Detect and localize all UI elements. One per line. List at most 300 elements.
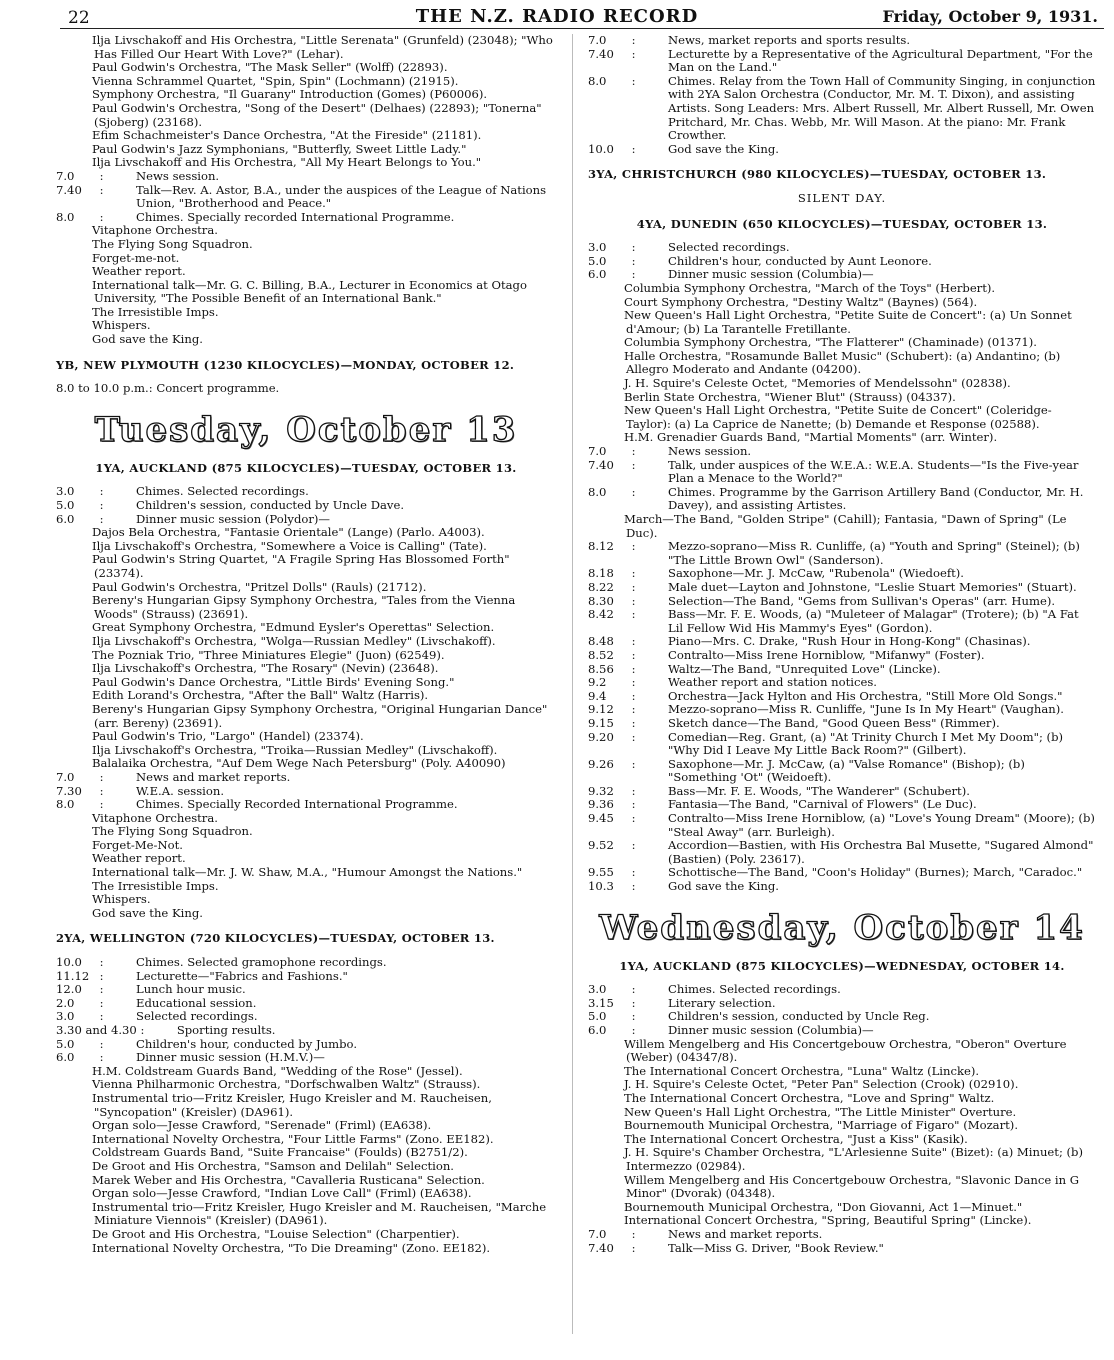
programme-item: J. H. Squire's Celeste Octet, "Memories of Mendelssohn" (02838).	[624, 376, 1011, 391]
schedule-time: 10.0	[588, 141, 614, 156]
programme-item: H.M. Grenadier Guards Band, "Martial Moments" (arr. Winter).	[624, 430, 998, 445]
schedule-time: 9.2	[588, 675, 607, 690]
schedule-text: Selected recordings.	[668, 240, 790, 255]
time-separator: :	[628, 33, 640, 47]
schedule-text: Chimes. Relay from the Town Hall of Community Singing, in conjunction with 2YA Salon Orchestra (Conductor, Mr. M. T. Dixon), and assisting Artists. Song Leaders: Mrs. Albert Russell, Mr. Albert Russell, Mr. Owen Pritchard, Mr. Chas. Webb, Mr. Will Mason. At the piano: Mr. Frank Crowther.	[668, 73, 1096, 143]
schedule-time: 6.0	[588, 1023, 607, 1037]
schedule-text: News session.	[136, 168, 220, 183]
schedule-text: Saxophone—Mr. J. McCaw, (a) "Valse Romance" (Bishop); (b) "Something 'Ot" (Weidoeft).	[668, 756, 1025, 785]
schedule-text: Chimes. Specially recorded International Programme.	[136, 209, 455, 224]
programme-item: New Queen's Hall Light Orchestra, "Petite Suite de Concert": (a) Un Sonnet d'Amour; (b) La Tarantelle Fretillante.	[624, 308, 1072, 336]
time-separator: :	[628, 607, 640, 622]
programme-item: De Groot and His Orchestra, "Samson and Delilah" Selection.	[92, 1158, 454, 1173]
1ya-schedule	[56, 485, 556, 526]
programme-item: Ilja Livschakoff's Orchestra, "Troika—Russian Medley" (Livschakoff).	[92, 742, 498, 757]
time-separator: :	[628, 267, 640, 282]
time-separator: :	[628, 797, 640, 812]
time-separator: :	[628, 982, 640, 997]
time-separator: :	[628, 783, 640, 798]
programme-item: Bournemouth Municipal Orchestra, "Don Giovanni, Act 1—Minuet."	[624, 1199, 1023, 1214]
schedule-time: 8.18	[588, 566, 614, 581]
schedule-entry	[588, 812, 1096, 839]
programme-item: International Novelty Orchestra, "Four Little Farms" (Zono. EE182).	[92, 1131, 494, 1146]
schedule-time: 3.0	[588, 240, 607, 255]
schedule-entry	[588, 255, 1096, 269]
station-heading-1ya-wednesday: 1YA, AUCKLAND (875 KILOCYCLES)—WEDNESDAY, OCTOBER 14.	[619, 958, 1065, 973]
schedule-text: Dinner music session (Columbia)—	[668, 267, 874, 282]
day-title-tuesday: Tuesday, October 13	[94, 409, 518, 450]
schedule-time: 9.32	[588, 783, 614, 798]
time-separator: :	[628, 995, 640, 1010]
1ya-wed-schedule	[588, 983, 1096, 1037]
time-separator: :	[628, 484, 640, 499]
schedule-entry	[56, 184, 556, 211]
programme-item: Efim Schachmeister's Dance Orchestra, "At the Fireside" (21181).	[92, 128, 482, 143]
schedule-time: 8.0	[588, 73, 607, 88]
schedule-text: Educational session.	[136, 995, 257, 1010]
programme-item: Organ solo—Jesse Crawford, "Indian Love Call" (Friml) (EA638).	[92, 1186, 472, 1201]
schedule-text: Comedian—Reg. Grant, (a) "At Trinity Church I Met My Doom"; (b) "Why Did I Leave My Little Back Room?" (Gilbert).	[668, 729, 1064, 758]
schedule-text: Accordion—Bastien, with His Orchestra Bal Musette, "Sugared Almond" (Bastien) (Poly. 23617).	[668, 838, 1094, 866]
programme-item: Bournemouth Municipal Orchestra, "Marriage of Figaro" (Mozart).	[624, 1118, 1019, 1133]
schedule-time: 8.0	[56, 797, 75, 812]
right-column	[588, 34, 1096, 1255]
issue-date: Friday, October 9, 1931.	[882, 7, 1098, 26]
schedule-text: Sporting results.	[176, 1023, 276, 1037]
programme-item: Ilja Livschakoff's Orchestra, "Somewhere a Voice is Calling" (Tate).	[92, 538, 487, 553]
programme-item: Edith Lorand's Orchestra, "After the Ball" Waltz (Harris).	[92, 688, 429, 703]
time-separator: :	[96, 995, 108, 1010]
schedule-entry	[56, 956, 556, 970]
programme-item: Vitaphone Orchestra.	[92, 223, 218, 238]
schedule-entry	[56, 211, 556, 225]
schedule-text: Children's session, conducted by Uncle Reg.	[668, 1009, 930, 1024]
schedule-entry	[588, 595, 1096, 609]
time-separator: :	[96, 484, 108, 499]
programme-item: Forget-me-not.	[92, 250, 180, 265]
1ya-wed-dinner-list	[588, 1038, 1096, 1228]
schedule-entry	[588, 1242, 1096, 1256]
time-separator: :	[96, 769, 108, 784]
schedule-time: 9.26	[588, 756, 614, 771]
programme-item: The International Concert Orchestra, "Just a Kiss" (Kasik).	[624, 1131, 968, 1146]
schedule-entry	[56, 970, 556, 984]
schedule-text: Mezzo-soprano—Miss R. Cunliffe, (a) "Youth and Spring" (Steinel); (b) "The Little Brown Owl" (Sanderson).	[668, 539, 1080, 567]
column-divider	[572, 34, 573, 1334]
time-separator: :	[628, 729, 640, 744]
programme-item: J. H. Squire's Celeste Octet, "Peter Pan" Selection (Crook) (02910).	[624, 1077, 1019, 1092]
schedule-text: Literary selection.	[668, 995, 776, 1010]
4ya-march-line: March—The Band, "Golden Stripe" (Cahill); Fantasia, "Dawn of Spring" (Le Duc).	[624, 512, 1067, 540]
schedule-text: Chimes. Programme by the Garrison Artillery Band (Conductor, Mr. H. Davey), and assisting Artistes.	[668, 484, 1084, 513]
schedule-entry	[588, 567, 1096, 581]
schedule-entry	[588, 663, 1096, 677]
schedule-time: 3.15	[588, 995, 614, 1010]
schedule-entry	[588, 798, 1096, 812]
time-separator: :	[628, 688, 640, 703]
schedule-entry	[56, 1024, 556, 1038]
schedule-time: 3.0	[588, 982, 607, 997]
1ya-dinner-list	[56, 526, 556, 771]
schedule-entry	[56, 1051, 556, 1065]
4ya-evening-schedule	[588, 445, 1096, 513]
time-separator: :	[628, 811, 640, 826]
programme-item: Vitaphone Orchestra.	[92, 810, 218, 825]
time-separator: :	[628, 715, 640, 730]
programme-item: The Pozniak Trio, "Three Miniatures Elegie" (Juon) (62549).	[92, 647, 445, 662]
station-heading-4ya: 4YA, DUNEDIN (650 KILOCYCLES)—TUESDAY, OCTOBER 13.	[636, 216, 1048, 231]
time-separator: :	[628, 661, 640, 676]
schedule-time: 11.12	[56, 968, 90, 983]
schedule-text: Lecturette by a Representative of the Agricultural Department, "For the Man on the Land."	[668, 46, 1093, 75]
time-separator: :	[628, 1009, 640, 1024]
schedule-entry	[588, 703, 1096, 717]
schedule-entry	[588, 34, 1096, 48]
time-separator: :	[628, 838, 640, 853]
programme-item: Columbia Symphony Orchestra, "March of the Toys" (Herbert).	[624, 280, 996, 295]
page-number: 22	[68, 8, 90, 28]
schedule-time: 8.22	[588, 579, 614, 594]
schedule-text: Chimes. Selected gramophone recordings.	[136, 955, 387, 970]
4ya-programme-schedule	[588, 540, 1096, 893]
time-separator: :	[96, 511, 108, 526]
schedule-time: 2.0	[56, 995, 75, 1010]
time-separator: :	[628, 444, 640, 459]
schedule-text: Dinner music session (Columbia)—	[668, 1023, 874, 1037]
schedule-time: 3.0	[56, 1009, 75, 1024]
time-separator: :	[96, 1050, 108, 1065]
programme-item: Paul Godwin's Orchestra, "The Mask Seller" (Wolff) (22893).	[92, 60, 448, 75]
schedule-time: 9.12	[588, 702, 614, 717]
schedule-text: Bass—Mr. F. E. Woods, "The Wanderer" (Schubert).	[668, 783, 970, 798]
schedule-text: Fantasia—The Band, "Carnival of Flowers" (Le Duc).	[668, 797, 977, 812]
continued-2ya-schedule	[588, 34, 1096, 156]
schedule-time: 3.0	[56, 484, 75, 499]
1ya-wed-evening-schedule	[588, 1228, 1096, 1255]
schedule-entry	[56, 785, 556, 799]
schedule-entry	[588, 48, 1096, 75]
schedule-time: 7.30	[56, 783, 82, 798]
schedule-entry	[588, 486, 1096, 513]
time-separator: :	[628, 879, 640, 894]
programme-item: International talk—Mr. J. W. Shaw, M.A., "Humour Amongst the Nations."	[92, 865, 523, 880]
4ya-schedule	[588, 241, 1096, 282]
programme-item: Vienna Philharmonic Orchestra, "Dorfschwalben Waltz" (Strauss).	[92, 1077, 481, 1092]
schedule-text: News and market reports.	[668, 1226, 823, 1241]
schedule-time: 10.3	[588, 879, 614, 894]
programme-item: Ilja Livschakoff and His Orchestra, "Little Serenata" (Grunfeld) (23048); "Who Has Filled Our Heart With Love?" (Lehar).	[92, 33, 553, 61]
schedule-entry	[588, 241, 1096, 255]
time-separator: :	[136, 1023, 149, 1037]
schedule-entry	[56, 170, 556, 184]
station-heading-3ya: 3YA, CHRISTCHURCH (980 KILOCYCLES)—TUESDAY, OCTOBER 13.	[588, 167, 1047, 182]
continued-dinner-list	[56, 34, 556, 170]
programme-item: Paul Godwin's Orchestra, "Pritzel Dolls" (Rauls) (21712).	[92, 579, 427, 594]
left-column	[56, 34, 556, 1255]
time-separator: :	[628, 756, 640, 771]
programme-item: De Groot and His Orchestra, "Louise Selection" (Charpentier).	[92, 1226, 460, 1241]
2ya-dinner-list	[56, 1065, 556, 1255]
time-separator: :	[96, 968, 108, 983]
programme-item: Instrumental trio—Fritz Kreisler, Hugo Kreisler and M. Raucheisen, "Marche Miniature Viennois" (Kreisler) (DA961).	[92, 1199, 547, 1228]
schedule-entry	[56, 1010, 556, 1024]
schedule-time: 7.0	[56, 769, 75, 784]
schedule-text: Talk—Rev. A. Astor, B.A., under the auspices of the League of Nations Union, "Brotherhood and Peace."	[136, 182, 547, 211]
schedule-text: Selected recordings.	[136, 1009, 258, 1024]
schedule-entry	[588, 1024, 1096, 1038]
programme-item: Paul Godwin's Dance Orchestra, "Little Birds' Evening Song."	[92, 674, 455, 689]
schedule-time: 7.40	[588, 46, 614, 61]
schedule-time: 5.0	[56, 498, 75, 513]
time-separator: :	[96, 1009, 108, 1024]
schedule-text: Piano—Mrs. C. Drake, "Rush Hour in Hong-Kong" (Chasinas).	[668, 634, 1031, 649]
schedule-text: God save the King.	[668, 141, 779, 156]
programme-item: New Queen's Hall Light Orchestra, "The Little Minister" Overture.	[624, 1104, 1017, 1119]
time-separator: :	[628, 1023, 640, 1037]
schedule-time: 7.0	[588, 33, 607, 47]
time-separator: :	[628, 579, 640, 594]
time-separator: :	[628, 702, 640, 717]
schedule-text: Bass—Mr. F. E. Woods, (a) "Muleteer of Malagar" (Trotere); (b) "A Fat Lil Fellow Wid His Mammy's Eyes" (Gordon).	[668, 607, 1079, 635]
schedule-entry	[588, 268, 1096, 282]
schedule-text: Lecturette—"Fabrics and Fashions."	[136, 968, 348, 983]
schedule-entry	[56, 513, 556, 527]
schedule-text: Lunch hour music.	[136, 982, 246, 997]
programme-item: Balalaika Orchestra, "Auf Dem Wege Nach Petersburg" (Poly. A40090)	[92, 756, 506, 771]
programme-item: Willem Mengelberg and His Concertgebouw Orchestra, "Oberon" Overture (Weber) (04347/8).	[624, 1036, 1067, 1065]
programme-item: Paul Godwin's Jazz Symphonians, "Butterfly, Sweet Little Lady."	[92, 141, 467, 156]
schedule-entry	[56, 499, 556, 513]
time-separator: :	[96, 783, 108, 798]
schedule-text: Mezzo-soprano—Miss R. Cunliffe, "June Is In My Heart" (Vaughan).	[668, 702, 1064, 717]
schedule-entry	[56, 771, 556, 785]
schedule-entry	[588, 717, 1096, 731]
schedule-time: 5.0	[588, 1009, 607, 1024]
programme-item: The Irresistible Imps.	[92, 878, 219, 893]
schedule-time: 9.4	[588, 688, 607, 703]
schedule-entry	[56, 1038, 556, 1052]
schedule-entry	[588, 608, 1096, 635]
schedule-time: 12.0	[56, 982, 82, 997]
schedule-time: 8.12	[588, 539, 614, 554]
schedule-entry	[56, 997, 556, 1011]
programme-item: God save the King.	[92, 905, 203, 920]
schedule-time: 7.40	[588, 457, 614, 472]
programme-item: Weather report.	[92, 851, 186, 866]
programme-item: Bereny's Hungarian Gipsy Symphony Orchestra, "Tales from the Vienna Woods" (Strauss) (23691).	[92, 593, 516, 621]
schedule-time: 9.20	[588, 729, 614, 744]
schedule-time: 10.0	[56, 955, 82, 970]
schedule-text: Sketch dance—The Band, "Good Queen Bess" (Rimmer).	[668, 715, 1000, 730]
page-header	[0, 0, 1114, 30]
schedule-entry	[588, 1010, 1096, 1024]
programme-item: God save the King.	[92, 332, 203, 347]
schedule-time: 7.40	[588, 1240, 614, 1255]
programme-item: The Flying Song Squadron.	[92, 824, 253, 839]
time-separator: :	[96, 797, 108, 812]
schedule-time: 5.0	[56, 1036, 75, 1051]
time-separator: :	[628, 73, 640, 88]
schedule-text: Contralto—Miss Irene Horniblow, "Mifanwy" (Foster).	[668, 647, 985, 662]
publication-title: THE N.Z. RADIO RECORD	[415, 6, 699, 27]
programme-item: H.M. Coldstream Guards Band, "Wedding of the Rose" (Jessel).	[92, 1063, 463, 1078]
time-separator: :	[628, 593, 640, 608]
programme-item: International Concert Orchestra, "Spring, Beautiful Spring" (Lincke).	[624, 1213, 1032, 1228]
time-separator: :	[96, 498, 108, 513]
station-heading-2ya: 2YA, WELLINGTON (720 KILOCYCLES)—TUESDAY, OCTOBER 13.	[56, 931, 495, 946]
time-separator: :	[628, 1226, 640, 1241]
programme-item: Court Symphony Orchestra, "Destiny Waltz" (Baynes) (564).	[624, 294, 978, 309]
programme-item: Great Symphony Orchestra, "Edmund Eysler's Operettas" Selection.	[92, 620, 495, 635]
time-separator: :	[96, 955, 108, 970]
programme-item: Forget-Me-Not.	[92, 837, 183, 852]
schedule-time: 8.0	[56, 209, 75, 224]
time-separator: :	[628, 566, 640, 581]
time-separator: :	[628, 647, 640, 662]
schedule-time: 7.0	[56, 168, 75, 183]
schedule-time: 9.45	[588, 811, 614, 826]
schedule-text: Children's hour, conducted by Aunt Leonore.	[668, 253, 932, 268]
schedule-text: Chimes. Selected recordings.	[668, 982, 841, 997]
programme-item: Bereny's Hungarian Gipsy Symphony Orchestra, "Original Hungarian Dance" (arr. Bereny) (23691).	[92, 701, 548, 730]
schedule-entry	[588, 75, 1096, 143]
schedule-entry	[588, 983, 1096, 997]
programme-item: Weather report.	[92, 264, 186, 279]
schedule-text: Orchestra—Jack Hylton and His Orchestra, "Still More Old Songs."	[668, 688, 1063, 703]
programme-item: Instrumental trio—Fritz Kreisler, Hugo Kreisler and M. Raucheisen, "Syncopation" (Kreisler) (DA961).	[92, 1090, 492, 1119]
programme-item: Vienna Schrammel Quartet, "Spin, Spin" (Lochmann) (21915).	[92, 73, 459, 88]
schedule-time: 8.52	[588, 647, 614, 662]
schedule-text: News, market reports and sports results.	[668, 33, 911, 47]
time-separator: :	[628, 1240, 640, 1255]
schedule-entry	[588, 143, 1096, 157]
programme-item: Ilja Livschakoff's Orchestra, "The Rosary" (Nevin) (23648).	[92, 661, 439, 676]
time-separator: :	[628, 46, 640, 61]
schedule-time: 6.0	[588, 267, 607, 282]
programme-item: Dajos Bela Orchestra, "Fantasie Orientale" (Lange) (Parlo. A4003).	[92, 525, 485, 540]
programme-item: Coldstream Guards Band, "Suite Francaise" (Foulds) (B2751/2).	[92, 1145, 468, 1160]
schedule-text: Dinner music session (Polydor)—	[136, 511, 331, 526]
schedule-entry	[588, 1228, 1096, 1242]
station-heading-yb: YB, NEW PLYMOUTH (1230 KILOCYCLES)—MONDAY, OCTOBER 12.	[56, 357, 515, 372]
continued-schedule	[56, 170, 556, 224]
programme-item: New Queen's Hall Light Orchestra, "Petite Suite de Concert" (Coleridge-Taylor): (a) La Caprice de Nanette; (b) Demande et Response (02588).	[624, 403, 1052, 431]
schedule-text: Schottische—The Band, "Coon's Holiday" (Burnes); March, "Caradoc."	[668, 865, 1083, 880]
schedule-entry	[56, 485, 556, 499]
time-separator: :	[628, 141, 640, 156]
programme-item: Whispers.	[92, 892, 151, 907]
4ya-dinner-list	[588, 282, 1096, 445]
day-title-wednesday: Wednesday, October 14	[599, 907, 1085, 948]
1ya-evening-schedule	[56, 771, 556, 812]
schedule-entry	[588, 866, 1096, 880]
schedule-entry	[588, 581, 1096, 595]
schedule-time: 8.56	[588, 661, 614, 676]
programme-item: Halle Orchestra, "Rosamunde Ballet Music" (Schubert): (a) Andantino; (b) Allegro Moderato and Andante (04200).	[624, 348, 1061, 377]
schedule-entry	[588, 635, 1096, 649]
schedule-text: Talk—Miss G. Driver, "Book Review."	[668, 1240, 884, 1255]
time-separator: :	[628, 675, 640, 690]
schedule-time: 9.15	[588, 715, 614, 730]
schedule-text: News session.	[668, 444, 752, 459]
schedule-text: Children's session, conducted by Uncle Dave.	[136, 498, 404, 513]
programme-item: Ilja Livschakoff's Orchestra, "Wolga—Russian Medley" (Livschakoff).	[92, 633, 496, 648]
programme-item: Marek Weber and His Orchestra, "Cavalleria Rusticana" Selection.	[92, 1172, 485, 1187]
schedule-text: Talk, under auspices of the W.E.A.: W.E.A. Students—"Is the Five-year Plan a Menace to the World?"	[668, 457, 1079, 486]
time-separator: :	[628, 240, 640, 255]
schedule-time: 6.0	[56, 511, 75, 526]
programme-item: Symphony Orchestra, "Il Guarany" Introduction (Gomes) (P60006).	[92, 87, 488, 102]
2ya-schedule	[56, 956, 556, 1065]
programme-item: Organ solo—Jesse Crawford, "Serenade" (Friml) (EA638).	[92, 1118, 432, 1133]
schedule-entry	[588, 459, 1096, 486]
time-separator: :	[628, 634, 640, 649]
schedule-time: 8.42	[588, 607, 614, 622]
programme-item: The Irresistible Imps.	[92, 304, 219, 319]
schedule-entry	[588, 540, 1096, 567]
schedule-text: Male duet—Layton and Johnstone, "Leslie Stuart Memories" (Stuart).	[668, 579, 1077, 594]
schedule-entry	[588, 880, 1096, 894]
schedule-entry	[588, 758, 1096, 785]
station-heading-1ya: 1YA, AUCKLAND (875 KILOCYCLES)—TUESDAY, OCTOBER 13.	[95, 460, 517, 475]
schedule-entry	[588, 445, 1096, 459]
schedule-text: Contralto—Miss Irene Horniblow, (a) "Love's Young Dream" (Moore); (b) "Steal Away" (arr. Burleigh).	[668, 811, 1095, 839]
schedule-text: News and market reports.	[136, 769, 291, 784]
programme-item: International Novelty Orchestra, "To Die Dreaming" (Zono. EE182).	[92, 1240, 491, 1255]
schedule-time: 6.0	[56, 1050, 75, 1065]
time-separator: :	[96, 209, 108, 224]
schedule-text: Children's hour, conducted by Jumbo.	[136, 1036, 358, 1051]
schedule-time: 5.0	[588, 253, 607, 268]
schedule-time: 8.0	[588, 484, 607, 499]
schedule-time: 9.36	[588, 797, 614, 812]
schedule-entry	[588, 839, 1096, 866]
schedule-text: Waltz—The Band, "Unrequited Love" (Lincke).	[668, 661, 941, 676]
schedule-entry	[588, 649, 1096, 663]
programme-item: The International Concert Orchestra, "Love and Spring" Waltz.	[624, 1090, 995, 1105]
time-separator: :	[96, 168, 108, 183]
programme-item: Paul Godwin's Trio, "Largo" (Handel) (23374).	[92, 729, 364, 744]
schedule-text: Chimes. Selected recordings.	[136, 484, 309, 499]
continued-programme-list	[56, 224, 556, 346]
header-rule	[60, 28, 1104, 29]
programme-item: The Flying Song Squadron.	[92, 236, 253, 251]
time-separator: :	[628, 539, 640, 554]
time-separator: :	[96, 982, 108, 997]
schedule-entry	[588, 676, 1096, 690]
programme-item: Ilja Livschakoff and His Orchestra, "All My Heart Belongs to You."	[92, 155, 482, 170]
1ya-programme-list	[56, 812, 556, 921]
schedule-entry	[588, 731, 1096, 758]
time-separator: :	[628, 865, 640, 880]
programme-item: Paul Godwin's Orchestra, "Song of the Desert" (Delhaes) (22893); "Tonerna" (Sjoberg) (23168).	[92, 100, 542, 129]
time-separator: :	[628, 253, 640, 268]
programme-item: Willem Mengelberg and His Concertgebouw Orchestra, "Slavonic Dance in G Minor" (Dvorak) (04348).	[624, 1172, 1079, 1201]
programme-item: The International Concert Orchestra, "Luna" Waltz (Lincke).	[624, 1063, 980, 1078]
schedule-entry	[588, 997, 1096, 1011]
schedule-text: God save the King.	[668, 879, 779, 894]
time-separator: :	[96, 1036, 108, 1051]
schedule-time: 8.48	[588, 634, 614, 649]
programme-item: Paul Godwin's String Quartet, "A Fragile Spring Has Blossomed Forth" (23374).	[92, 552, 510, 580]
programme-item: International talk—Mr. G. C. Billing, B.A., Lecturer in Economics at Otago University, "The Possible Benefit of an International Bank."	[92, 277, 527, 306]
yb-programme: 8.0 to 10.0 p.m.: Concert programme.	[56, 381, 280, 396]
schedule-time: 9.52	[588, 838, 614, 853]
schedule-entry	[588, 785, 1096, 799]
schedule-entry	[56, 798, 556, 812]
schedule-entry	[588, 690, 1096, 704]
schedule-time: 8.30	[588, 593, 614, 608]
